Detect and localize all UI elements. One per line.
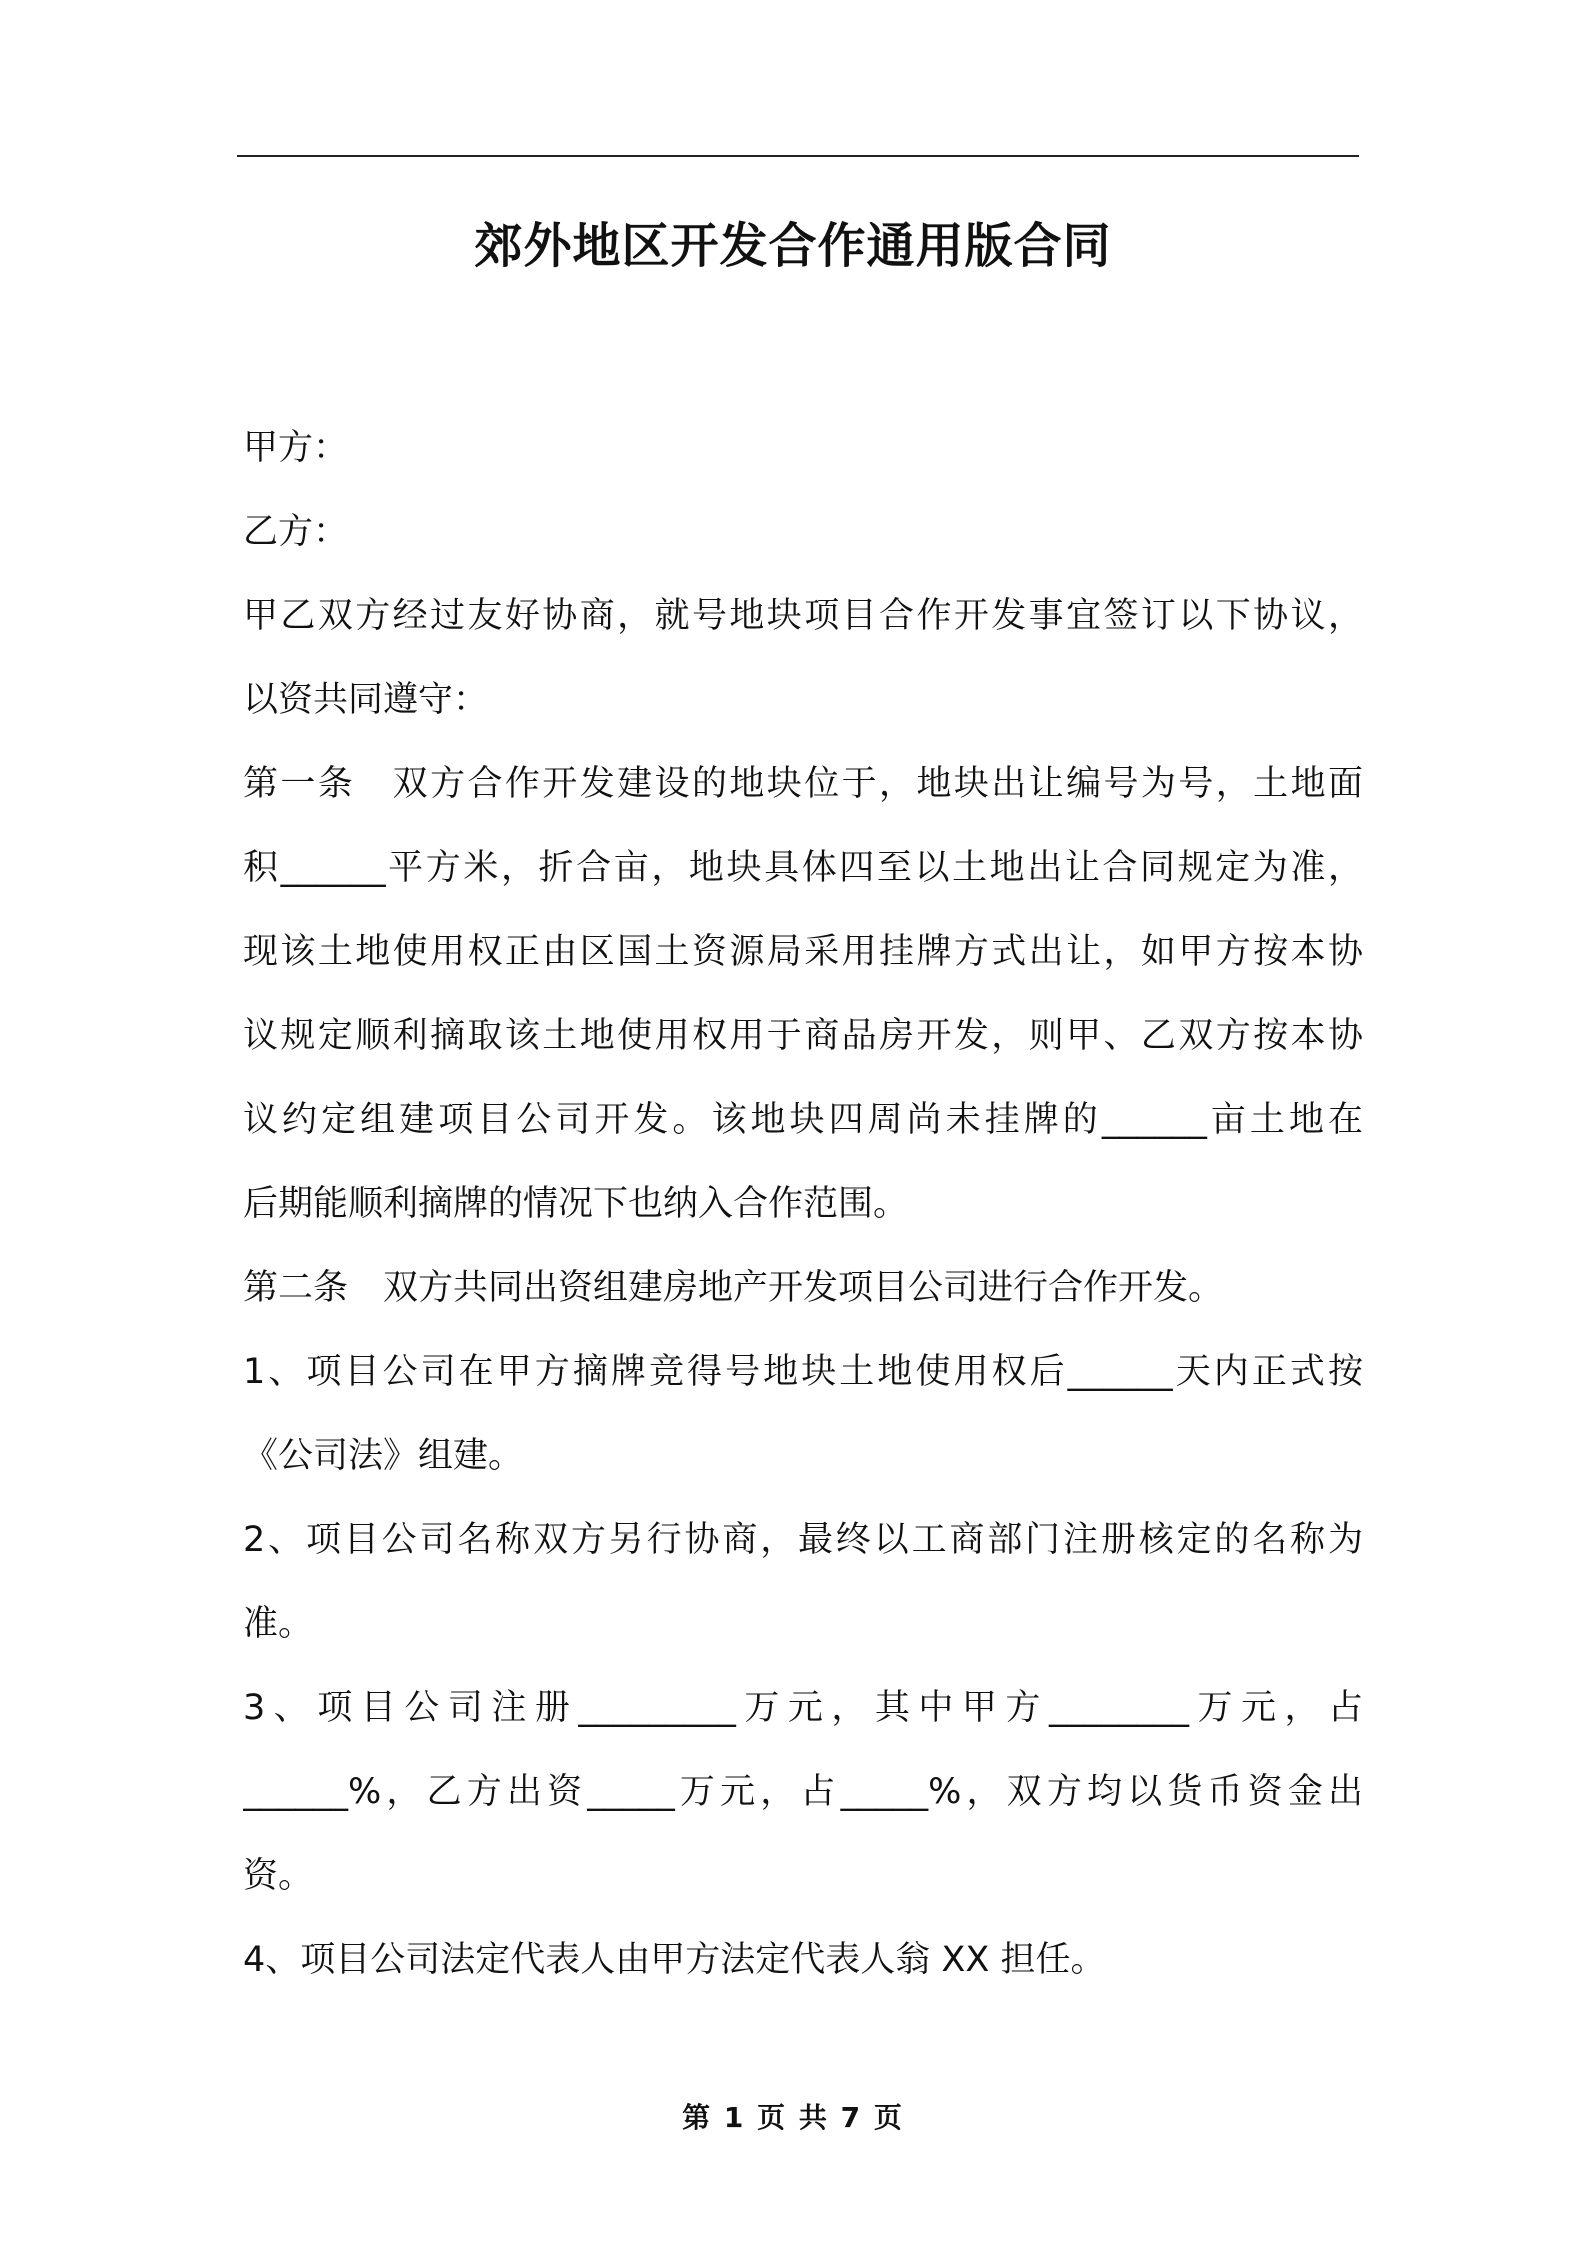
clause-3-line: 资。 (243, 1856, 314, 1896)
contract-body (243, 406, 1363, 2002)
article-1-line: 现该土地使用权正由区国土资源局采用挂牌方式出让，如甲方按本协 (243, 932, 1363, 972)
article-1-line: 后期能顺利摘牌的情况下也纳入合作范围。 (243, 1184, 909, 1224)
document-title: 郊外地区开发合作通用版合同 (474, 218, 1112, 274)
page-number: 第 1 页 共 7 页 (682, 2101, 904, 2134)
article-1-line: 积______平方米，折合亩，地块具体四至以土地出让合同规定为准， (243, 848, 1363, 888)
clause-3-line: 3、项目公司注册_________万元，其中甲方________万元，占 (243, 1688, 1363, 1728)
clause-4-line: 4、项目公司法定代表人由甲方法定代表人翁 XX 担任。 (243, 1940, 1106, 1980)
article-1-line: 议约定组建项目公司开发。该地块四周尚未挂牌的______亩土地在 (243, 1100, 1363, 1140)
party-b-line: 乙方： (243, 512, 349, 552)
clause-3-line: ______%，乙方出资_____万元，占_____%，双方均以货币资金出 (243, 1772, 1363, 1812)
header-divider (237, 155, 1359, 157)
clause-1-line: 1、项目公司在甲方摘牌竞得号地块土地使用权后______天内正式按 (243, 1352, 1363, 1392)
clause-2-line: 2、项目公司名称双方另行协商，最终以工商部门注册核定的名称为 (243, 1520, 1363, 1560)
article-1-line: 第一条 双方合作开发建设的地块位于，地块出让编号为号，土地面 (243, 764, 1363, 804)
clause-2-line: 准。 (243, 1604, 314, 1644)
party-a-line: 甲方： (243, 428, 349, 468)
clause-1-line: 《公司法》组建。 (243, 1436, 524, 1476)
article-2-line: 第二条 双方共同出资组建房地产开发项目公司进行合作开发。 (243, 1268, 1224, 1308)
preamble-line: 甲乙双方经过友好协商，就号地块项目合作开发事宜签订以下协议， (243, 596, 1363, 636)
preamble-line: 以资共同遵守： (243, 680, 489, 720)
article-1-line: 议规定顺利摘取该土地使用权用于商品房开发，则甲、乙双方按本协 (243, 1016, 1363, 1056)
